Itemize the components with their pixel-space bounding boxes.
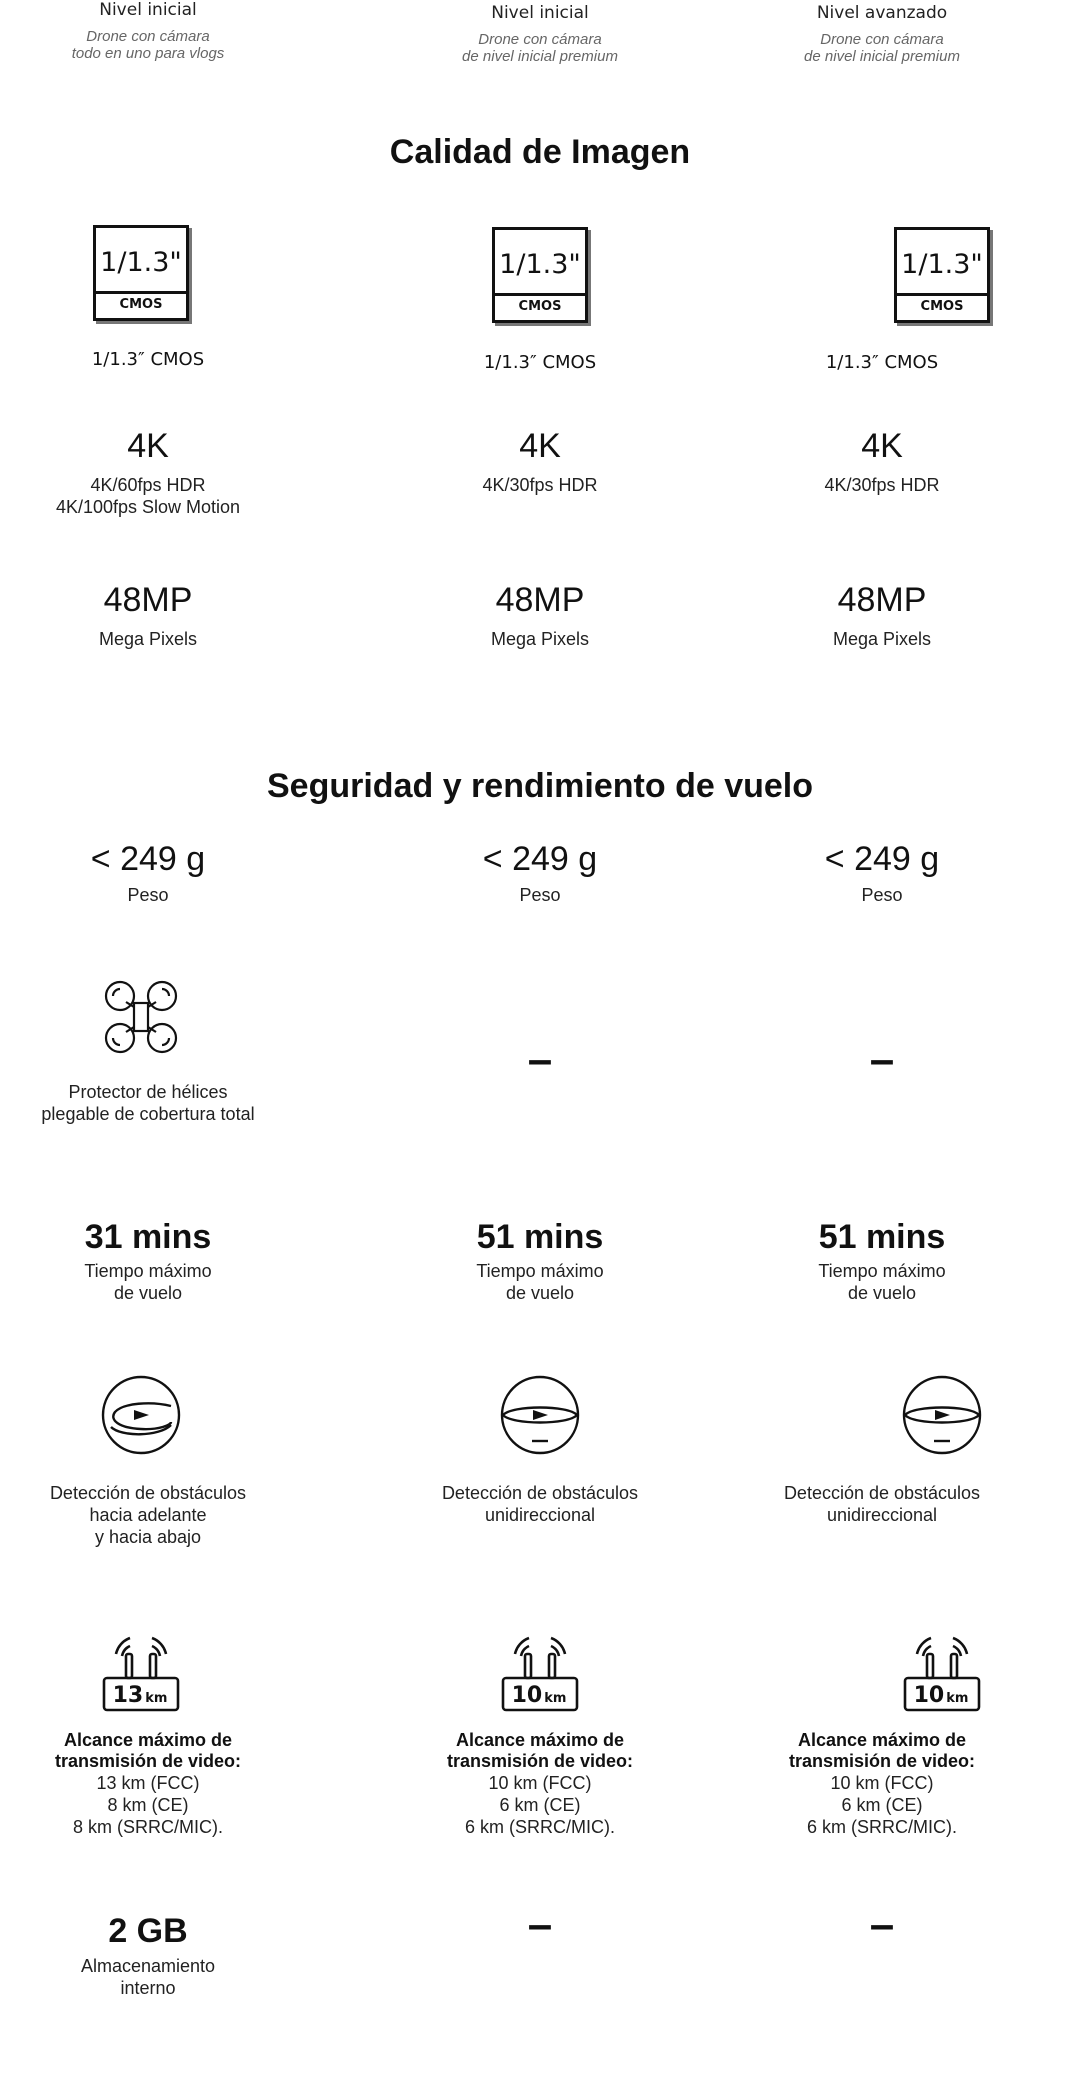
level-description: Drone con cámara de nivel inicial premium <box>462 31 618 65</box>
video-value: 4K <box>127 427 169 465</box>
section-title-image-quality: Calidad de Imagen <box>389 133 691 171</box>
photo-spec <box>0 581 328 650</box>
weight-label: Peso <box>519 885 561 905</box>
video-label: 4K/30fps HDR <box>482 475 598 495</box>
obstacle-unidirectional-icon <box>902 1375 982 1455</box>
transmission-detail: 10 km (FCC) 6 km (CE) 6 km (SRRC/MIC). <box>465 1773 615 1837</box>
level-name: Nivel inicial <box>491 3 589 23</box>
flight-time-spec <box>360 1218 720 1304</box>
svg-text:13km: 13 km <box>112 1683 168 1708</box>
photo-value: 48MP <box>103 581 193 619</box>
video-label: 4K/60fps HDR 4K/100fps Slow Motion <box>55 475 241 517</box>
flight-time-spec <box>702 1218 1062 1304</box>
propeller-guard-icon <box>104 980 178 1054</box>
transmission-range-icon <box>100 1632 182 1714</box>
weight-spec <box>0 840 328 906</box>
transmission-detail: 13 km (FCC) 8 km (CE) 8 km (SRRC/MIC). <box>73 1773 223 1837</box>
weight-value: < 249 g <box>90 840 206 878</box>
flight-time-label: Tiempo máximo de vuelo <box>476 1261 604 1303</box>
video-value: 4K <box>861 427 903 465</box>
video-label: 4K/30fps HDR <box>824 475 940 495</box>
flight-time-label: Tiempo máximo de vuelo <box>818 1261 946 1303</box>
photo-value: 48MP <box>837 581 927 619</box>
level-card-3 <box>702 3 1062 65</box>
flight-time-label: Tiempo máximo de vuelo <box>84 1261 212 1303</box>
photo-label: Mega Pixels <box>490 629 590 649</box>
weight-value: < 249 g <box>482 840 598 878</box>
transmission-spec <box>360 1730 720 1838</box>
storage-spec <box>0 1912 328 1999</box>
transmission-spec <box>702 1730 1062 1838</box>
obstacle-unidirectional-icon <box>500 1375 580 1455</box>
level-card-1 <box>0 0 328 62</box>
transmission-range-icon <box>499 1632 581 1714</box>
weight-value: < 249 g <box>824 840 940 878</box>
storage-value: 2 GB <box>108 1912 188 1950</box>
transmission-title: Alcance máximo de transmisión de video: <box>54 1730 242 1771</box>
level-card-2 <box>360 3 720 65</box>
level-description: Drone con cámara todo en uno para vlogs <box>71 28 225 62</box>
sensor-label: 1/1.3″ CMOS <box>825 352 939 373</box>
weight-spec <box>360 840 720 906</box>
obstacle-label: Detección de obstáculos unidireccional <box>783 1483 981 1525</box>
video-value: 4K <box>519 427 561 465</box>
not-available-dash: – <box>527 1900 553 1949</box>
obstacle-label: Detección de obstáculos hacia adelante y hacia abajo <box>49 1483 247 1547</box>
sensor-icon: 1/1.3" CMOS <box>93 225 189 321</box>
obstacle-label: Detección de obstáculos unidireccional <box>441 1483 639 1525</box>
sensor-label: 1/1.3″ CMOS <box>91 349 205 370</box>
flight-time-value: 51 mins <box>476 1218 604 1256</box>
transmission-spec <box>0 1730 328 1838</box>
video-spec <box>702 427 1062 496</box>
svg-text:10km: 10 km <box>511 1683 567 1708</box>
weight-label: Peso <box>127 885 169 905</box>
transmission-title: Alcance máximo de transmisión de video: <box>788 1730 976 1771</box>
photo-label: Mega Pixels <box>98 629 198 649</box>
transmission-range-icon <box>901 1632 983 1714</box>
sensor-label: 1/1.3″ CMOS <box>483 352 597 373</box>
photo-value: 48MP <box>495 581 585 619</box>
transmission-title: Alcance máximo de transmisión de video: <box>446 1730 634 1771</box>
flight-time-value: 51 mins <box>818 1218 946 1256</box>
level-name: Nivel avanzado <box>816 3 948 23</box>
svg-text:10km: 10 km <box>913 1683 969 1708</box>
obstacle-forward-down-icon <box>101 1375 181 1455</box>
not-available-dash: – <box>869 1900 895 1949</box>
level-description: Drone con cámara de nivel inicial premium <box>804 31 960 65</box>
weight-label: Peso <box>861 885 903 905</box>
propeller-guard-label: Protector de hélices plegable de cobertura total <box>41 1082 255 1124</box>
transmission-detail: 10 km (FCC) 6 km (CE) 6 km (SRRC/MIC). <box>807 1773 957 1837</box>
sensor-icon: 1/1.3" CMOS <box>894 227 990 323</box>
not-available-dash: – <box>869 1035 895 1084</box>
level-name: Nivel inicial <box>99 0 197 20</box>
weight-spec <box>702 840 1062 906</box>
storage-label: Almacenamiento interno <box>80 1956 216 1998</box>
photo-label: Mega Pixels <box>832 629 932 649</box>
video-spec <box>0 427 328 518</box>
sensor-icon: 1/1.3" CMOS <box>492 227 588 323</box>
photo-spec <box>702 581 1062 650</box>
not-available-dash: – <box>527 1035 553 1084</box>
photo-spec <box>360 581 720 650</box>
section-title-flight-safety: Seguridad y rendimiento de vuelo <box>267 767 813 805</box>
flight-time-spec <box>0 1218 328 1304</box>
video-spec <box>360 427 720 496</box>
flight-time-value: 31 mins <box>84 1218 212 1256</box>
